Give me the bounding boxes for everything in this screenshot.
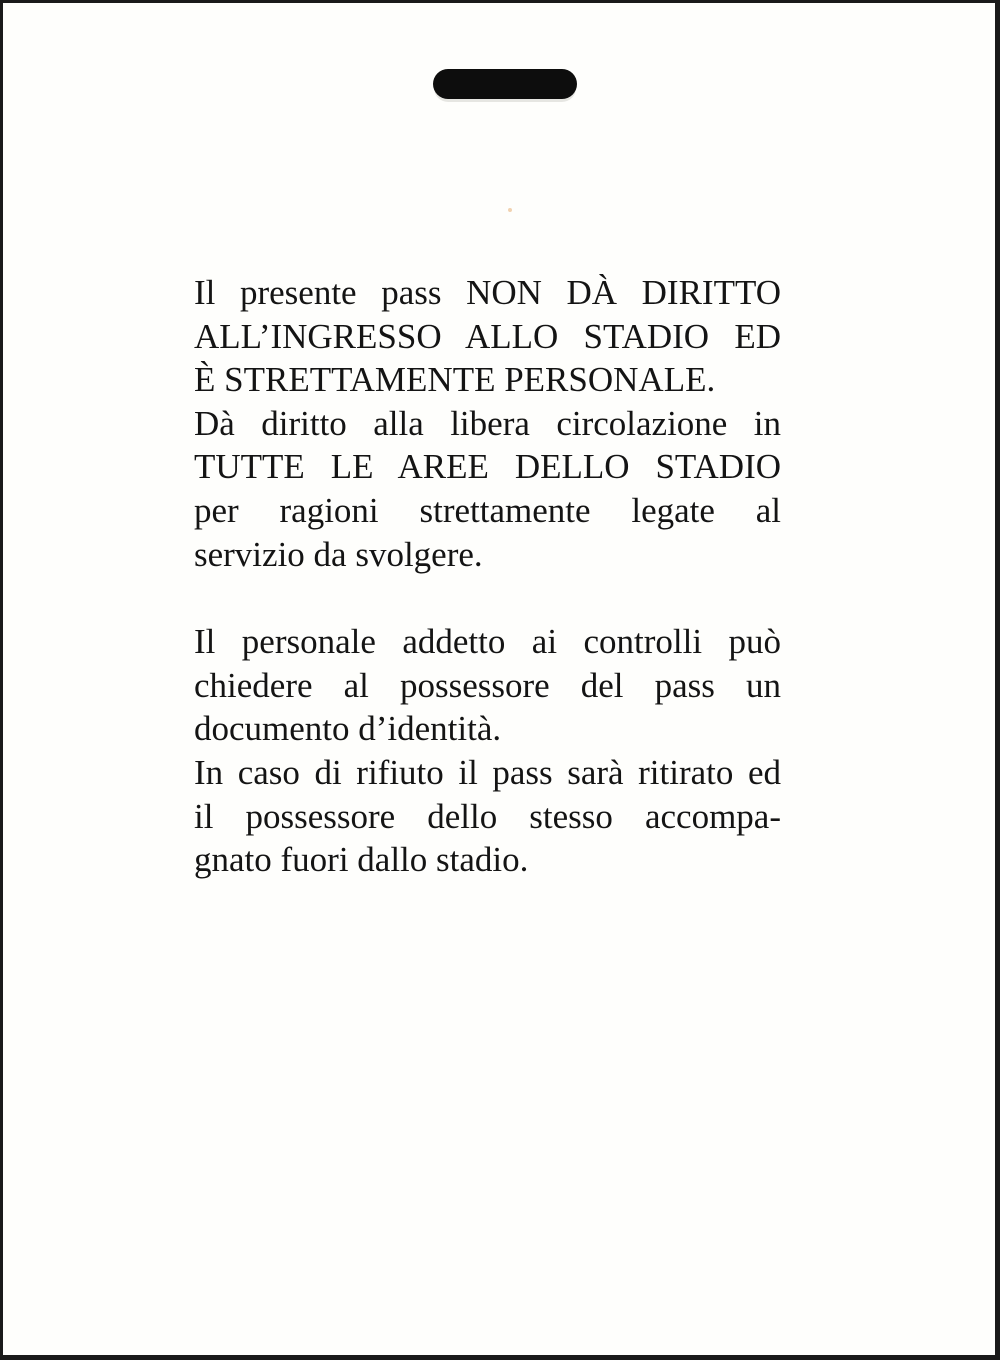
paper-speck	[508, 208, 512, 212]
text-line: ALL’INGRESSO ALLO STADIO ED	[194, 316, 781, 356]
text-line: Il personale addetto ai controlli può	[194, 622, 781, 662]
terms-paragraph-controls	[194, 620, 781, 882]
terms-paragraph-access	[194, 271, 781, 576]
text-line: Il presente pass NON DÀ DIRITTO	[194, 273, 781, 312]
text-line: servizio da svolgere.	[194, 534, 483, 574]
text-line: In caso di rifiuto il pass sarà ritirato ed	[194, 752, 781, 792]
lanyard-slot	[433, 69, 577, 99]
text-line: il possessore dello stesso accompa-	[194, 796, 781, 836]
paragraph-gap	[194, 576, 781, 620]
text-line: TUTTE LE AREE DELLO STADIO	[194, 447, 781, 487]
text-line: per ragioni strettamente legate al	[194, 490, 781, 530]
pass-terms	[194, 271, 781, 882]
text-line: È STRETTAMENTE PERSONALE.	[194, 360, 716, 400]
text-line: Dà diritto alla libera circolazione in	[194, 403, 781, 443]
text-line: gnato fuori dallo stadio.	[194, 840, 529, 880]
text-line: documento d’identità.	[194, 709, 502, 749]
text-line: chiedere al possessore del pass un	[194, 665, 781, 705]
